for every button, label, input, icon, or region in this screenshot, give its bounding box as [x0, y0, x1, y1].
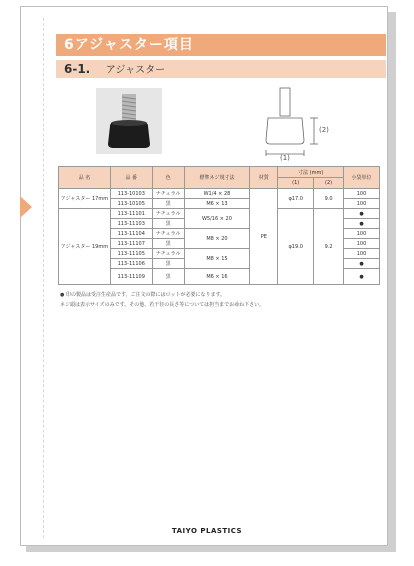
table-row — [59, 209, 380, 219]
color: 黒 — [152, 219, 184, 229]
part-number: 113-11101 — [110, 209, 152, 219]
note-2: ネジ頭は表示サイズのみです。その他、若干径の長さ等については担当までお尋ね下さい。 — [60, 302, 265, 308]
color: 黒 — [152, 269, 184, 285]
header-zaishitsu: 材質 — [250, 167, 278, 189]
dimension-1: φ17.0 — [278, 189, 314, 209]
pack-unit: 100 — [344, 239, 380, 249]
header-hinmei: 品 名 — [59, 167, 111, 189]
pack-unit: 100 — [344, 199, 380, 209]
color: ナチュラル — [152, 209, 184, 219]
header-tani: 小袋単位 — [344, 167, 380, 189]
footer-brand: TAIYO PLASTICS — [171, 527, 243, 535]
part-number: 113-10103 — [110, 189, 152, 199]
header-iro: 色 — [152, 167, 184, 189]
binder-line — [43, 18, 50, 538]
pack-unit: 100 — [344, 189, 380, 199]
color: ナチュラル — [152, 229, 184, 239]
thread-size: M6 × 13 — [184, 199, 250, 209]
pack-unit: 100 — [344, 229, 380, 239]
side-index-tab — [20, 196, 32, 218]
part-number: 113-11106 — [110, 259, 152, 269]
technical-drawing — [258, 84, 338, 164]
dimension-2: 9.0 — [314, 189, 344, 209]
dimension-label-2: (2) — [319, 126, 329, 134]
pack-unit: ● — [344, 209, 380, 219]
part-number: 113-10105 — [110, 199, 152, 209]
part-number: 113-11105 — [110, 249, 152, 259]
dimension-1: φ19.0 — [278, 209, 314, 285]
section-number: 6-1. — [64, 62, 91, 76]
table-row — [59, 189, 380, 199]
pack-unit: 100 — [344, 249, 380, 259]
pack-unit: ● — [344, 259, 380, 269]
dimension-2: 9.2 — [314, 209, 344, 285]
header-hinban: 品 番 — [110, 167, 152, 189]
product-name: アジャスター 17mm — [59, 189, 111, 209]
note-1: ● 印の製品は受注生産品です。ご注文の際にはロットが必要になります。 — [60, 292, 226, 298]
thread-size: W1/4 × 28 — [184, 189, 250, 199]
adjuster-photo-image — [96, 88, 162, 154]
thread-size: M8 × 15 — [184, 249, 250, 269]
color: ナチュラル — [152, 249, 184, 259]
dimension-label-1: (1) — [280, 154, 290, 162]
part-number: 113-11109 — [110, 269, 152, 285]
section-header — [56, 60, 386, 78]
section-title: アジャスター — [105, 65, 166, 76]
pack-unit: ● — [344, 219, 380, 229]
color: ナチュラル — [152, 189, 184, 199]
product-name: アジャスター 19mm — [59, 209, 111, 285]
material: PE — [250, 189, 278, 285]
spec-table — [58, 166, 380, 285]
thread-size: M8 × 20 — [184, 229, 250, 249]
part-number: 113-11107 — [110, 239, 152, 249]
color: 黒 — [152, 259, 184, 269]
header-sunpo-1: (1) — [278, 178, 314, 189]
adjuster-photo — [96, 88, 162, 154]
page-title: 6アジャスター項目 — [56, 34, 386, 56]
header-sunpo-2: (2) — [314, 178, 344, 189]
bolt-thread — [122, 94, 136, 124]
color: 黒 — [152, 239, 184, 249]
thread-size: W5/16 × 20 — [184, 209, 250, 229]
notes — [60, 290, 380, 310]
header-sunpo: 寸法 (mm) — [278, 167, 344, 178]
pack-unit: ● — [344, 269, 380, 285]
part-number: 113-11104 — [110, 229, 152, 239]
thread-size: M6 × 16 — [184, 269, 250, 285]
header-neji: 標準ネジ規寸法 — [184, 167, 250, 189]
color: 黒 — [152, 199, 184, 209]
part-number: 113-11103 — [110, 219, 152, 229]
